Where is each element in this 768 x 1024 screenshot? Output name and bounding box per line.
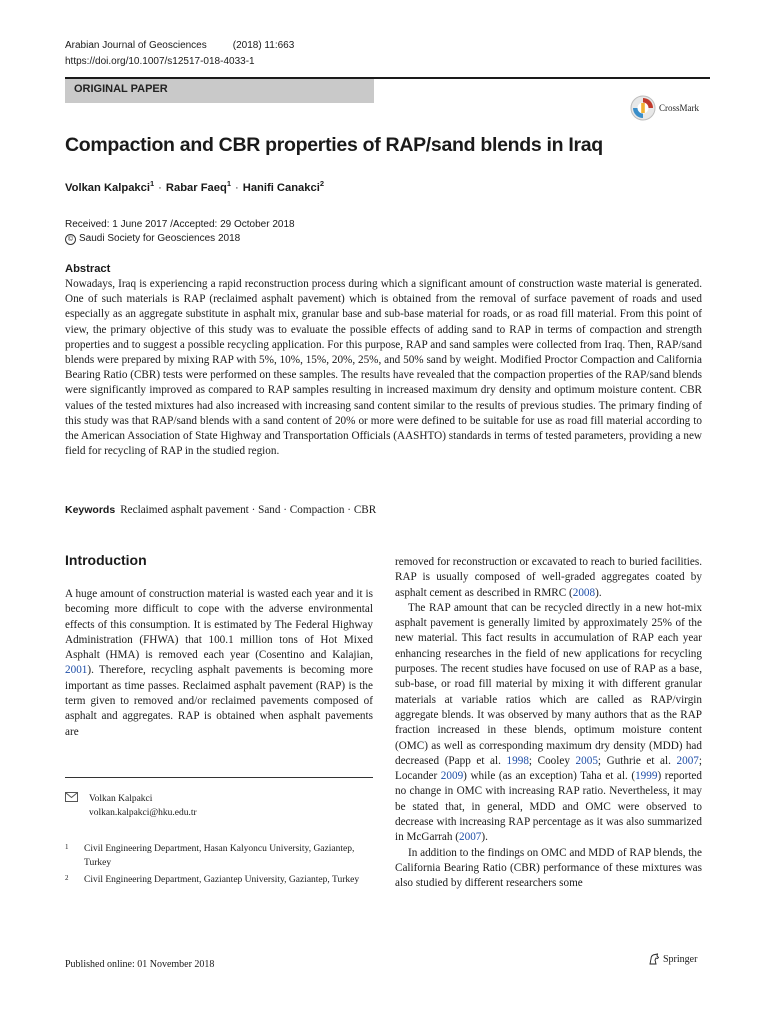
affiliation-number: 1	[65, 843, 69, 851]
body-column-left	[65, 587, 373, 740]
citation-link[interactable]: 2008	[572, 586, 596, 599]
author-name[interactable]: Hanifi Canakci	[242, 182, 320, 194]
author-separator: ·	[158, 182, 162, 194]
publisher-name: Springer	[663, 953, 698, 965]
keywords-text: Reclaimed asphalt pavement · Sand · Compaction · CBR	[120, 504, 377, 516]
author-name[interactable]: Volkan Kalpakci	[65, 182, 150, 194]
crossmark-label: CrossMark	[659, 103, 699, 113]
section-heading-introduction: Introduction	[65, 552, 147, 568]
copyright-icon: ©	[65, 234, 76, 245]
citation-link[interactable]: 2007	[459, 831, 482, 844]
author-affiliation-mark: 1	[226, 179, 231, 188]
affiliation-2	[65, 873, 364, 887]
paragraph: In addition to the findings on OMC and MDD of RAP blends, the California Bearing Ratio (CBR) performance of these mixtures was also studied by different researchers some	[395, 846, 702, 890]
contact-email[interactable]: volkan.kalpakci@hku.edu.tr	[89, 808, 197, 818]
citation-link[interactable]: 1999	[635, 770, 658, 783]
contact-name: Volkan Kalpakci	[89, 794, 153, 804]
author-separator: ·	[235, 182, 239, 194]
author-name[interactable]: Rabar Faeq	[165, 182, 227, 194]
abstract-heading: Abstract	[65, 263, 111, 275]
publisher-logo[interactable]	[648, 953, 697, 965]
published-date: Published online: 01 November 2018	[65, 959, 215, 970]
body-column-right	[395, 555, 702, 892]
article-title: Compaction and CBR properties of RAP/sand blends in Iraq	[65, 134, 603, 156]
paragraph: The RAP amount that can be recycled directly in a new hot-mix asphalt pavement is generally limited by approximately 25% of the new material. This fact results in accumulation of RAP each year enhancing researches in the field of new applications for recycling purposes. The recent studies have focused on use of RAP as a base, sub-base, or road fill material by mixing it with different granular materials at variable ratios which are called as RAP/virgin aggregate blends. It was observed by many authors that as the RAP fraction increased in these blends, optimum moisture content (OMC) as well as corresponding maximum dry density (MDD) had decreased (Papp et al. 1998; Cooley 2005; Guthrie et al. 2007; Locander 2009) while (as an exception) Taha et al. (1999) reported no change in OMC with increasing RAP ratio. Nevertheless, it may be stated that, in general, MDD and OMC were observed to decrease with increasing RAP percentage as it was also summarized in McGarrah (2007).	[395, 601, 702, 844]
citation-link[interactable]: 2005	[575, 754, 598, 767]
author-affiliation-mark: 1	[149, 179, 155, 188]
envelope-icon	[65, 792, 78, 802]
author-list	[65, 179, 324, 194]
article-type-badge: ORIGINAL PAPER	[65, 79, 374, 103]
doi-link[interactable]: https://doi.org/10.1007/s12517-018-4033-1	[65, 56, 255, 67]
citation-link[interactable]: 2001	[65, 664, 88, 677]
paragraph: A huge amount of construction material is wasted each year and it is becoming more difficult to cope with the adverse environmental effects of this consumption. It is estimated by The Federal Highway Administration (FHWA) that 100.1 million tons of Hot Mixed Asphalt (HMA) is removed each year (Cosentino and Kalajian, 2001). Therefore, recycling asphalt pavements is becoming more important as time passes. Reclaimed asphalt pavement (RAP) is the term given to removed and/or reclaimed pavements composed of asphalt and aggregates. RAP is obtained when asphalt pavements are	[65, 588, 373, 738]
footnote-rule	[65, 777, 373, 778]
affiliation-text: Civil Engineering Department, Gaziantep University, Gaziantep, Turkey	[84, 875, 360, 885]
abstract-body: Nowadays, Iraq is experiencing a rapid reconstruction process during which a significant amount of construction waste material is generated. One of such materials is RAP (reclaimed asphalt pavement) which is obtained from the removal of surface pavement of roads and used especially as an aggregate substitute in asphalt mix, granular base and sub-base material for roads, or as road fill material. From this point of view, the primary objective of this study was to evaluate the possible effects of adding sand to RAP in terms of compaction and strength properties and to suggest a possible recycling application. For this purpose, RAP and sand samples were collected from Iraq. Then, RAP/sand blends were prepared by mixing RAP with 5%, 10%, 15%, 20%, 25%, and 50% sand by weight. Modified Proctor Compaction and California Bearing Ratio (CBR) tests were performed on these samples. The results have revealed that the compaction properties of the RAP/sand blends were significantly improved as compared to RAP samples resulting in increased maximum dry density and optimum moisture content. CBR values of the tested mixtures had also increased with increasing sand content similar to the results of previous studies. The primary finding of this study was that RAP/sand blends with a sand content of 20% or more were defined to be suitable for use as road fill material according to the American Association of State Highway and Transportation Officials (AASHTO) standards in terms of tested parameters, providing a new field for recycling of RAP in the studied region.	[65, 278, 702, 458]
citation-link[interactable]: 2007	[676, 754, 699, 767]
paragraph: removed for reconstruction or excavated to reach to buried facilities. RAP is usually composed of well-graded aggregates coated by asphalt cement as described in RMRC (2008).	[395, 556, 702, 599]
copyright-line	[65, 233, 240, 245]
journal-citation	[65, 40, 294, 51]
affiliation-text: Civil Engineering Department, Hasan Kalyoncu University, Gaziantep, Turkey	[84, 844, 355, 868]
journal-name: Arabian Journal of Geosciences	[65, 40, 207, 51]
crossmark-icon	[630, 95, 656, 121]
received-dates: Received: 1 June 2017 /Accepted: 29 October 2018	[65, 219, 295, 230]
affiliation-1	[65, 842, 364, 870]
springer-horse-icon	[648, 953, 660, 965]
journal-volume: (2018) 11:663	[232, 40, 295, 51]
corresponding-author	[65, 792, 197, 820]
author-affiliation-mark: 2	[319, 179, 325, 188]
keywords-line	[65, 504, 376, 516]
citation-link[interactable]: 2009	[440, 770, 464, 783]
citation-link[interactable]: 1998	[506, 754, 529, 767]
copyright-text: Saudi Society for Geosciences 2018	[79, 233, 241, 244]
keywords-label: Keywords	[65, 504, 116, 516]
crossmark-button[interactable]	[630, 93, 699, 123]
affiliation-number: 2	[65, 874, 69, 882]
